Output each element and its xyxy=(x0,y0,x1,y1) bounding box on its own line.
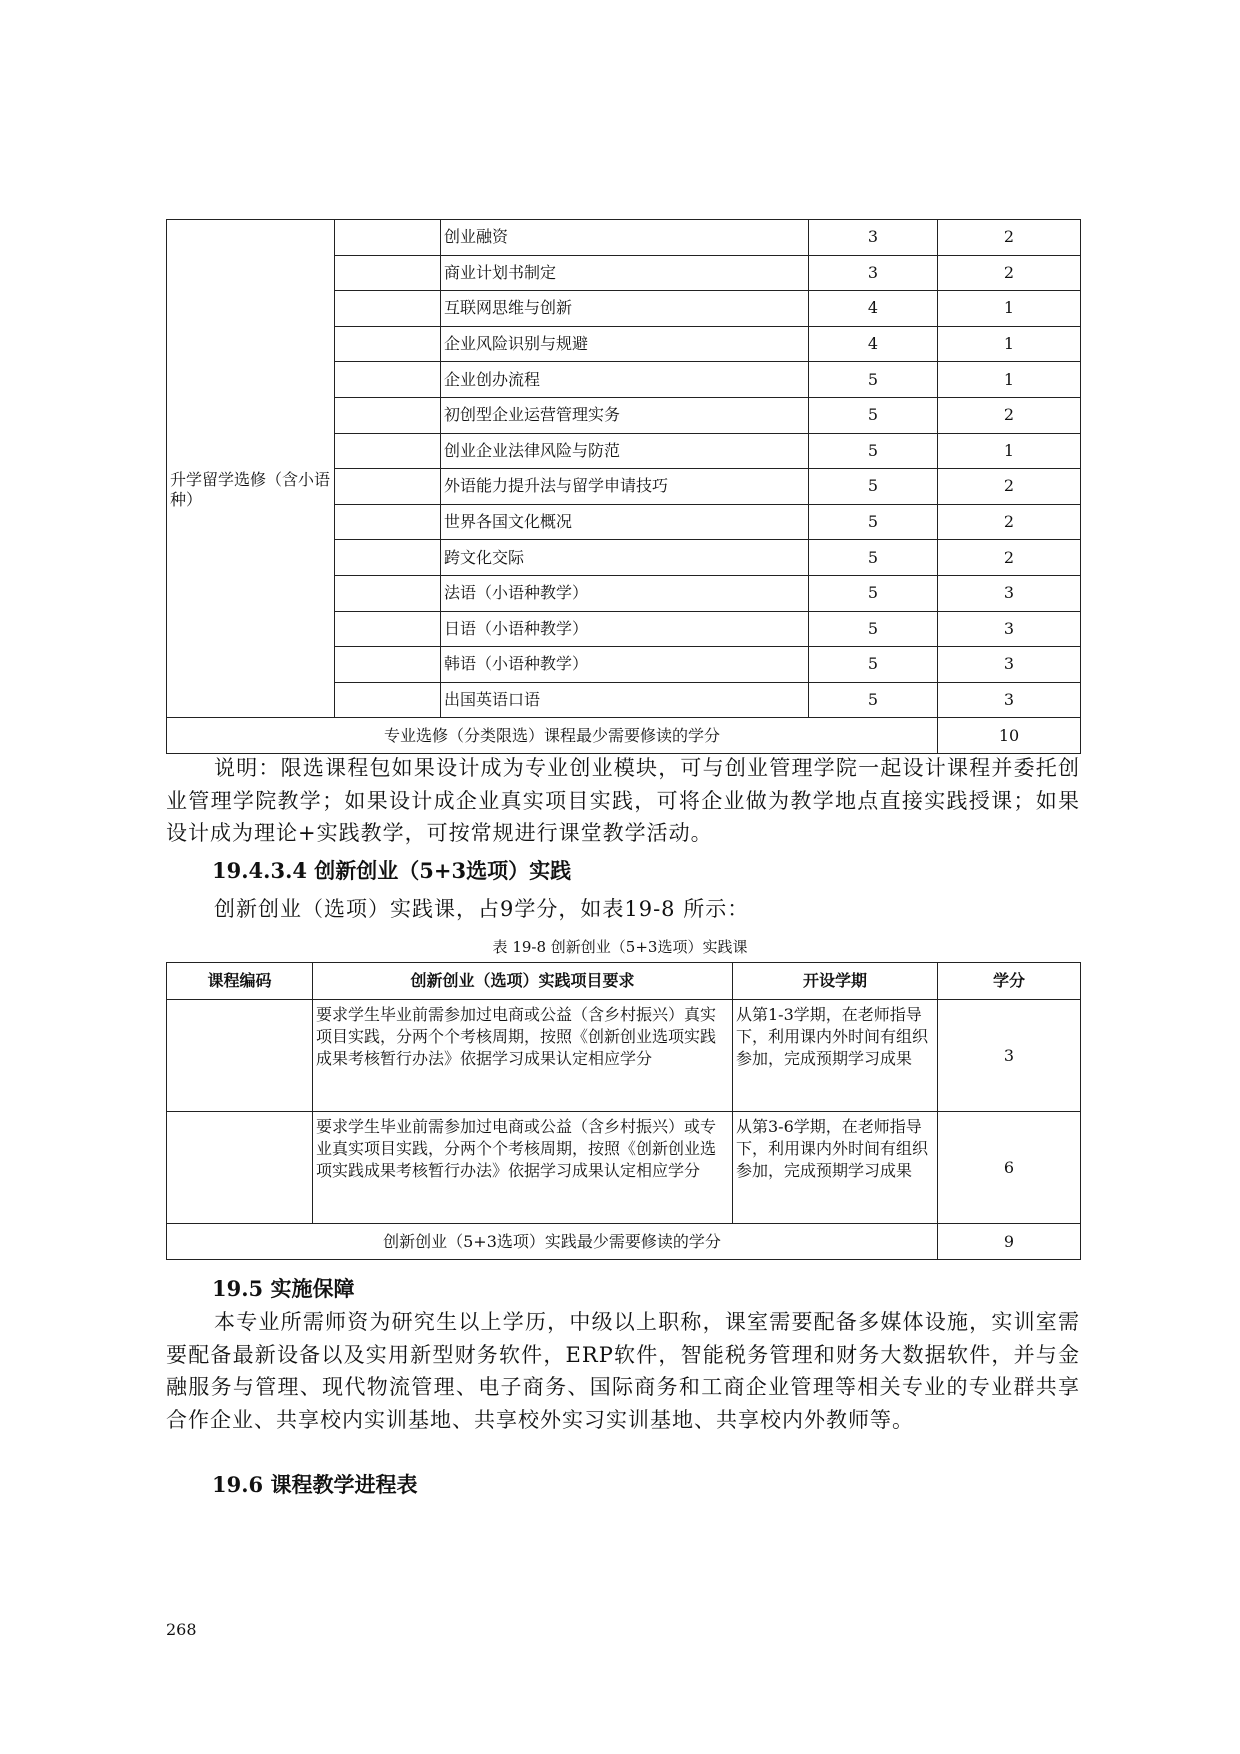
cell-course: 创业企业法律风险与防范 xyxy=(441,433,809,469)
section-heading-19-5: 19.5 实施保障 xyxy=(212,1276,355,1301)
cell-course: 互联网思维与创新 xyxy=(441,291,809,327)
cell-semester: 5 xyxy=(809,433,938,469)
cell-blank xyxy=(335,469,441,505)
header-semester: 开设学期 xyxy=(733,963,938,1000)
cell-blank xyxy=(335,362,441,398)
summary-value: 10 xyxy=(938,718,1081,754)
cell-credit: 2 xyxy=(938,540,1081,576)
cell-semester: 从第3-6学期，在老师指导下，利用课内外时间有组织参加，完成预期学习成果 xyxy=(733,1112,938,1224)
cell-semester: 5 xyxy=(809,504,938,540)
cell-semester: 4 xyxy=(809,291,938,327)
cell-semester: 5 xyxy=(809,397,938,433)
cell-semester: 5 xyxy=(809,647,938,683)
header-requirement: 创新创业（选项）实践项目要求 xyxy=(313,963,733,1000)
cell-blank xyxy=(335,611,441,647)
cell-course: 创业融资 xyxy=(441,220,809,256)
cell-semester: 从第1-3学期，在老师指导下，利用课内外时间有组织参加，完成预期学习成果 xyxy=(733,1000,938,1112)
cell-blank xyxy=(335,682,441,718)
cell-blank xyxy=(335,255,441,291)
cell-blank xyxy=(335,575,441,611)
cell-blank xyxy=(335,433,441,469)
cell-course: 企业风险识别与规避 xyxy=(441,326,809,362)
summary-row xyxy=(167,718,1081,754)
cell-credit: 2 xyxy=(938,504,1081,540)
section-heading-19-6: 19.6 课程教学进程表 xyxy=(212,1472,418,1497)
cell-course: 法语（小语种教学） xyxy=(441,575,809,611)
cell-semester: 5 xyxy=(809,611,938,647)
cell-credit: 1 xyxy=(938,326,1081,362)
cell-semester: 5 xyxy=(809,469,938,505)
cell-blank xyxy=(335,540,441,576)
elective-course-table xyxy=(166,219,1081,754)
intro-line: 创新创业（选项）实践课，占9学分，如表19-8 所示： xyxy=(214,897,750,921)
cell-course: 出国英语口语 xyxy=(441,682,809,718)
summary-row xyxy=(167,1224,1081,1260)
cell-credit: 2 xyxy=(938,397,1081,433)
cell-semester: 5 xyxy=(809,682,938,718)
cell-semester: 5 xyxy=(809,362,938,398)
note-paragraph: 说明：限选课程包如果设计成为专业创业模块，可与创业管理学院一起设计课程并委托创业管理学院教学；如果设计成企业真实项目实践，可将企业做为教学地点直接实践授课；如果设计成为理论+实践教学，可按常规进行课堂教学活动。 xyxy=(166,756,1080,845)
cell-code xyxy=(167,1000,313,1112)
table-row xyxy=(167,1000,1081,1112)
cell-credit: 6 xyxy=(938,1112,1081,1224)
cell-blank xyxy=(335,291,441,327)
cell-credit: 2 xyxy=(938,220,1081,256)
header-code: 课程编码 xyxy=(167,963,313,1000)
table-caption: 表 19-8 创新创业（5+3选项）实践课 xyxy=(492,938,748,956)
cell-credit: 1 xyxy=(938,362,1081,398)
cell-course: 韩语（小语种教学） xyxy=(441,647,809,683)
cell-credit: 3 xyxy=(938,1000,1081,1112)
cell-semester: 3 xyxy=(809,220,938,256)
table-row xyxy=(167,1112,1081,1224)
cell-course: 外语能力提升法与留学申请技巧 xyxy=(441,469,809,505)
cell-blank xyxy=(335,397,441,433)
cell-credit: 3 xyxy=(938,575,1081,611)
cell-credit: 1 xyxy=(938,291,1081,327)
cell-credit: 2 xyxy=(938,469,1081,505)
practice-course-table xyxy=(166,962,1081,1260)
cell-course: 企业创办流程 xyxy=(441,362,809,398)
cell-credit: 1 xyxy=(938,433,1081,469)
cell-course: 日语（小语种教学） xyxy=(441,611,809,647)
summary-label: 专业选修（分类限选）课程最少需要修读的学分 xyxy=(167,718,938,754)
cell-requirement: 要求学生毕业前需参加过电商或公益（含乡村振兴）真实项目实践，分两个个考核周期，按照《创新创业选项实践成果考核暂行办法》依据学习成果认定相应学分 xyxy=(313,1000,733,1112)
cell-credit: 2 xyxy=(938,255,1081,291)
cell-credit: 3 xyxy=(938,647,1081,683)
cell-semester: 5 xyxy=(809,540,938,576)
cell-blank xyxy=(335,326,441,362)
cell-course: 商业计划书制定 xyxy=(441,255,809,291)
cell-semester: 4 xyxy=(809,326,938,362)
cell-credit: 3 xyxy=(938,682,1081,718)
cell-course: 跨文化交际 xyxy=(441,540,809,576)
group-label: 升学留学选修（含小语种） xyxy=(167,220,335,718)
cell-requirement: 要求学生毕业前需参加过电商或公益（含乡村振兴）或专业真实项目实践，分两个个考核周期，按照《创新创业选项实践成果考核暂行办法》依据学习成果认定相应学分 xyxy=(313,1112,733,1224)
page-number: 268 xyxy=(166,1620,197,1639)
cell-semester: 5 xyxy=(809,575,938,611)
cell-course: 世界各国文化概况 xyxy=(441,504,809,540)
table-row xyxy=(167,220,1081,256)
header-credit: 学分 xyxy=(938,963,1081,1000)
cell-blank xyxy=(335,647,441,683)
summary-value: 9 xyxy=(938,1224,1081,1260)
cell-credit: 3 xyxy=(938,611,1081,647)
summary-label: 创新创业（5+3选项）实践最少需要修读的学分 xyxy=(167,1224,938,1260)
cell-course: 初创型企业运营管理实务 xyxy=(441,397,809,433)
section-heading-19-4-3-4: 19.4.3.4 创新创业（5+3选项）实践 xyxy=(212,858,572,883)
cell-semester: 3 xyxy=(809,255,938,291)
cell-blank xyxy=(335,220,441,256)
cell-blank xyxy=(335,504,441,540)
implementation-paragraph: 本专业所需师资为研究生以上学历，中级以上职称，课室需要配备多媒体设施，实训室需要配备最新设备以及实用新型财务软件，ERP软件，智能税务管理和财务大数据软件，并与金融服务与管理、现代物流管理、电子商务、国际商务和工商企业管理等相关专业的专业群共享合作企业、共享校内实训基地、共享校外实习实训基地、共享校内外教师等。 xyxy=(166,1310,1080,1432)
cell-code xyxy=(167,1112,313,1224)
